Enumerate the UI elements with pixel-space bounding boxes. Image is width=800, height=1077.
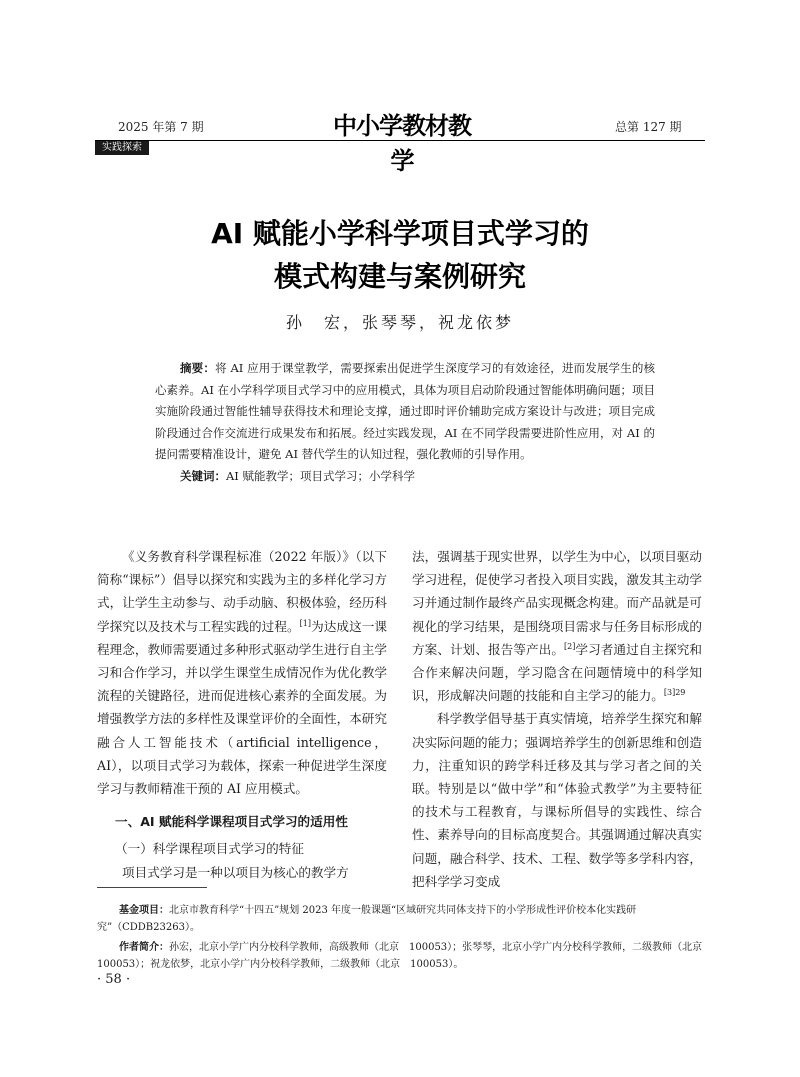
section-tag: 实践探索 xyxy=(95,141,149,155)
body-text: 《义务教育科学课程标准（2022 年版）》（以下简称“课标”）倡导以探究和实践为主的多样化学习方式，让学生主动参与、动手动脑、积极体验，经历科学探究以及技术与工程实践的过程。 xyxy=(97,549,387,634)
subsection-heading: （一）科学课程项目式学习的特征 xyxy=(115,841,304,857)
abstract-text: 将 AI 应用于课堂教学，需要探索出促进学生深度学习的有效途径，进而发展学生的核心素养。AI 在小学科学项目式学习中的应用模式，具体为项目启动阶段通过智能体明确问题；项目实施阶段通过智能性辅导获得技术和理论支撑，通过即时评价辅助完成方案设计与改进；项目完成阶段通过合作交流进行成果发布和拓展。经过实践发现，AI 在不同学段需要进阶性应用，对 AI 的提问需要精准设计，避免 AI 替代学生的认知过程，强化教师的引导作用。 xyxy=(155,361,656,461)
title-line-2: 模式构建与案例研究 xyxy=(273,260,526,293)
keywords-paragraph xyxy=(155,466,655,488)
abstract-block xyxy=(155,358,655,487)
total-issue-label: 总第 127 期 xyxy=(615,120,682,134)
footnotes-block xyxy=(97,903,713,977)
abstract-label: 摘要： xyxy=(180,361,215,375)
author-bio-text: 孙宏，北京小学广内分校科学教师，高级教师（北京 100053）；张琴琴，北京小学广内分校科学教师，二级教师（北京 100053）；祝龙依梦，北京小学广内分校科学教师，二级教师（北京 100053）。 xyxy=(97,942,713,970)
issue-label: 2025 年第 7 期 xyxy=(118,120,204,134)
keywords-text: AI 赋能教学；项目式学习；小学科学 xyxy=(226,468,416,483)
fund-label: 基金项目： xyxy=(119,905,169,916)
abstract-paragraph xyxy=(155,358,655,466)
body-paragraph xyxy=(412,545,702,707)
journal-logo: 中小学教材教学 xyxy=(333,111,471,175)
citation-ref: [2] xyxy=(564,641,576,651)
header-rule xyxy=(95,140,705,141)
keywords-label: 关键词： xyxy=(180,468,226,483)
body-paragraph: 项目式学习是一种以项目为核心的教学方 xyxy=(122,864,349,880)
body-text: 法，强调基于现实世界，以学生为中心，以项目驱动学习进程，促使学习者投入项目实践，激发其主动学习并通过制作最终产品实现概念构建。而产品就是可视化的学习结果，是围绕项目需求与任务目标形成的方案、计划、报告等产出。 xyxy=(412,549,702,657)
section-heading: 一、AI 赋能科学课程项目式学习的适用性 xyxy=(115,814,348,830)
author-footnote xyxy=(97,940,713,973)
author-list: 孙 宏，张琴琴，祝龙依梦 xyxy=(285,313,514,332)
body-paragraph: 科学教学倡导基于真实情境，培养学生探究和解决实际问题的能力；强调培养学生的创新思维和创造力，注重知识的跨学科迁移及其与学习者之间的关联。特别是以“做中学”和“体验式教学”为主要特征的技术与工程教育，与课标所倡导的实践性、综合性、素养导向的目标高度契合。其强调通过解决真实问题，融合科学、技术、工程、数学等多学科内容，把科学学习变成 xyxy=(412,711,702,889)
body-column-right xyxy=(412,545,702,893)
author-bio-label: 作者简介： xyxy=(119,942,169,953)
fund-text: 北京市教育科学“十四五”规划 2023 年度一般课题“区域研究共同体支持下的小学形成性评价校本化实践研究”（CDDB23263）。 xyxy=(97,905,637,933)
fund-footnote xyxy=(97,903,705,936)
title-line-1: AI 赋能小学科学项目式学习的 xyxy=(211,217,589,250)
article-title xyxy=(100,212,700,298)
page-number: · 58 · xyxy=(97,972,131,987)
citation-ref: [3]29 xyxy=(663,688,686,698)
body-column-left xyxy=(97,545,387,884)
citation-ref: [1] xyxy=(299,618,312,628)
body-paragraph xyxy=(97,545,387,800)
footnote-rule xyxy=(97,887,207,888)
body-text: 学习者通过自主探究和合作来解决问题，学习隐含在问题情境中的科学知识，形成解决问题的技能和自主学习的能力。 xyxy=(412,641,703,704)
body-text: 为达成这一课程理念，教师需要通过多种形式驱动学生进行自主学习和合作学习，并以学生课堂生成情况作为优化教学流程的关键路径，进而促进核心素养的全面发展。为增强教学方法的多样性及课堂评价的全面性，本研究融合人工智能技术（artificial intelligence，AI），以项目式学习为载体，探索一种促进学生深度学习与教师精准干预的 AI 应用模式。 xyxy=(97,618,388,797)
